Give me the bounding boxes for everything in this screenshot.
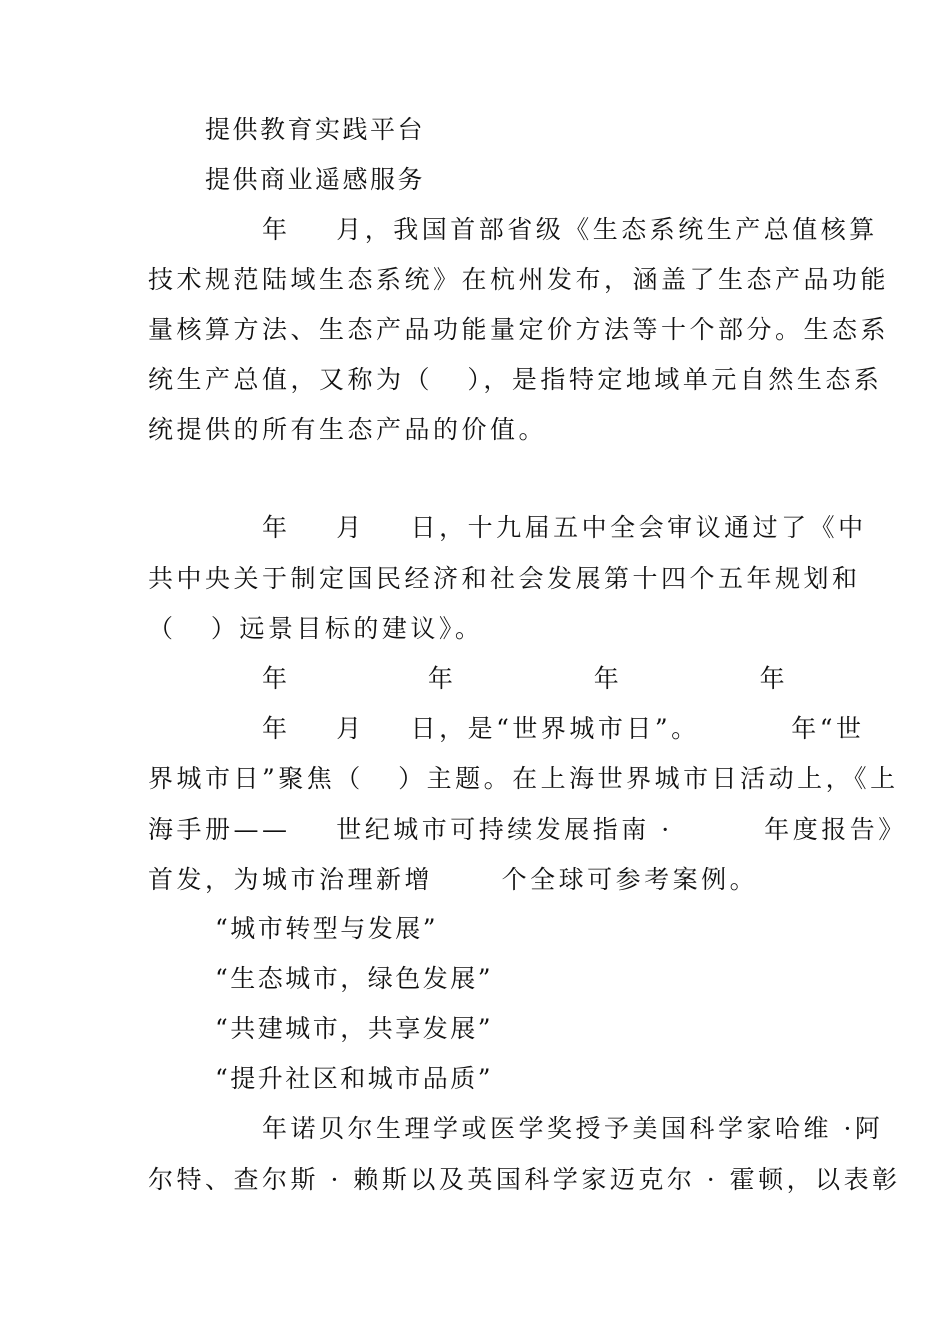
option-line: 年 年 年 年 [262,664,789,693]
question-line: 量核算方法、生态产品功能量定价方法等十个部分。生态系 [148,315,890,344]
option-line: 提供教育实践平台 [205,115,426,144]
question-line: 统生产总值，又称为（ ），是指特定地域单元自然生态系 [148,365,883,394]
question-line: 首发，为城市治理新增 个全球可参考案例。 [148,865,759,894]
question-line: 统提供的所有生态产品的价值。 [148,415,548,444]
question-line: 海手册—— 世纪城市可持续发展指南 · 年度报告》 [148,815,907,844]
question-line: （ ）远景目标的建议》。 [148,614,484,643]
question-line: 年 月 日，十九届五中全会审议通过了《中 [262,513,867,542]
question-line: 共中央关于制定国民经济和社会发展第十四个五年规划和 [148,564,861,593]
question-line: 年 月 日，是“世界城市日”。 年“世 [262,714,865,743]
question-line: 年 月，我国首部省级《生态系统生产总值核算 [262,215,878,244]
option-line: “共建城市，共享发展” [215,1014,494,1043]
question-line: 界城市日”聚焦（ ）主题。在上海世界城市日活动上，《上 [148,764,899,793]
option-line: “提升社区和城市品质” [215,1064,494,1093]
question-line: 技术规范陆域生态系统》在杭州发布，涵盖了生态产品功能 [148,265,890,294]
question-line: 年诺贝尔生理学或医学奖授予美国科学家哈维 ·阿 [262,1114,884,1143]
question-line: 尔特、查尔斯 · 赖斯以及英国科学家迈克尔 · 霍顿，以表彰 [148,1165,901,1194]
option-line: 提供商业遥感服务 [205,165,426,194]
option-line: “生态城市，绿色发展” [215,964,494,993]
option-line: “城市转型与发展” [215,914,439,943]
